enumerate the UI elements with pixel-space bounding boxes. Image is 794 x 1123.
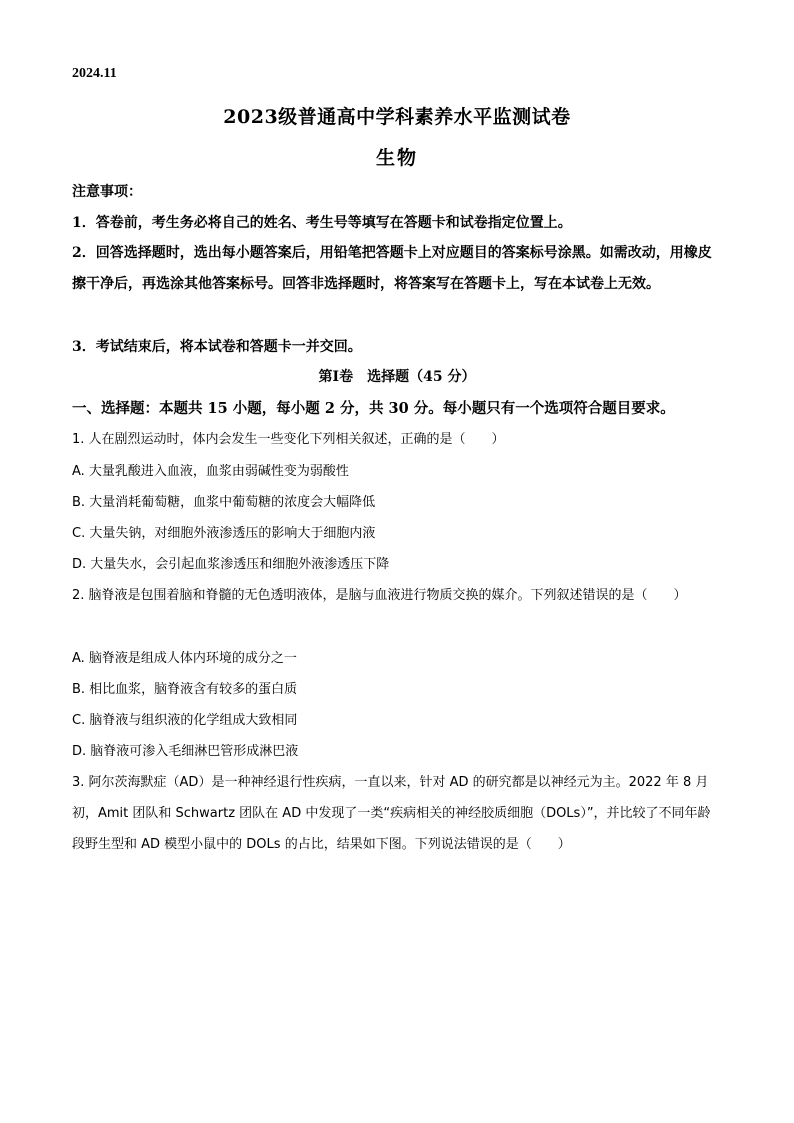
section-title: 第Ⅰ卷 选择题（45 分） [318, 369, 476, 385]
question-1-option-d: D. 大量失水，会引起血浆渗透压和细胞外液渗透压下降 [72, 557, 390, 572]
notice-title: 注意事项： [72, 184, 142, 200]
exam-date: 2024.11 [72, 66, 117, 81]
notice-item-2: 2．回答选择题时，选出每小题答案后，用铅笔把答题卡上对应题目的答案标号涂黑。如需改动，用橡皮擦干净后，再选涂其他答案标号。回答非选择题时，将答案写在答题卡上，写在本试卷上无效。 [72, 245, 712, 292]
question-3-stem: 3. 阿尔茨海默症（AD）是一种神经退行性疾病，一直以来，针对 AD 的研究都是以神经元为主。2022 年 8 月初，Amit 团队和 Schwartz 团队在 AD 中发现了一类“疾病相关的神经胶质细胞（DOLs）”，并比较了不同年龄段野生型和 AD 模型小鼠中的 DOLs 的占比，结果如下图。下列说法错误的是（ ） [72, 775, 711, 852]
question-2-option-d: D. 脑脊液可渗入毛细淋巴管形成淋巴液 [72, 744, 299, 759]
notice-item-3: 3．考试结束后，将本试卷和答题卡一并交回。 [72, 339, 362, 355]
question-2-option-b: B. 相比血浆，脑脊液含有较多的蛋白质 [72, 682, 298, 697]
exam-subject: 生物 [375, 147, 418, 169]
question-1-option-c: C. 大量失钠，对细胞外液渗透压的影响大于细胞内液 [72, 526, 376, 541]
question-1-stem: 1. 人在剧烈运动时，体内会发生一些变化下列相关叙述，正确的是（ ） [72, 432, 505, 447]
question-1-option-b: B. 大量消耗葡萄糖，血浆中葡萄糖的浓度会大幅降低 [72, 495, 376, 510]
question-2-option-c: C. 脑脊液与组织液的化学组成大致相同 [72, 713, 298, 728]
question-2-option-a: A. 脑脊液是组成人体内环境的成分之一 [72, 651, 297, 666]
question-1-option-a: A. 大量乳酸进入血液，血浆由弱碱性变为弱酸性 [72, 464, 349, 479]
part-title: 一、选择题：本题共 15 小题，每小题 2 分，共 30 分。每小题只有一个选项符合题目要求。 [72, 400, 675, 417]
exam-title: 2023级普通高中学科素养水平监测试卷 [223, 106, 571, 128]
question-2-stem: 2. 脑脊液是包围着脑和脊髓的无色透明液体，是脑与血液进行物质交换的媒介。下列叙述错误的是（ ） [72, 588, 687, 603]
notice-item-1: 1．答卷前，考生务必将自己的姓名、考生号等填写在答题卡和试卷指定位置上。 [72, 215, 572, 231]
